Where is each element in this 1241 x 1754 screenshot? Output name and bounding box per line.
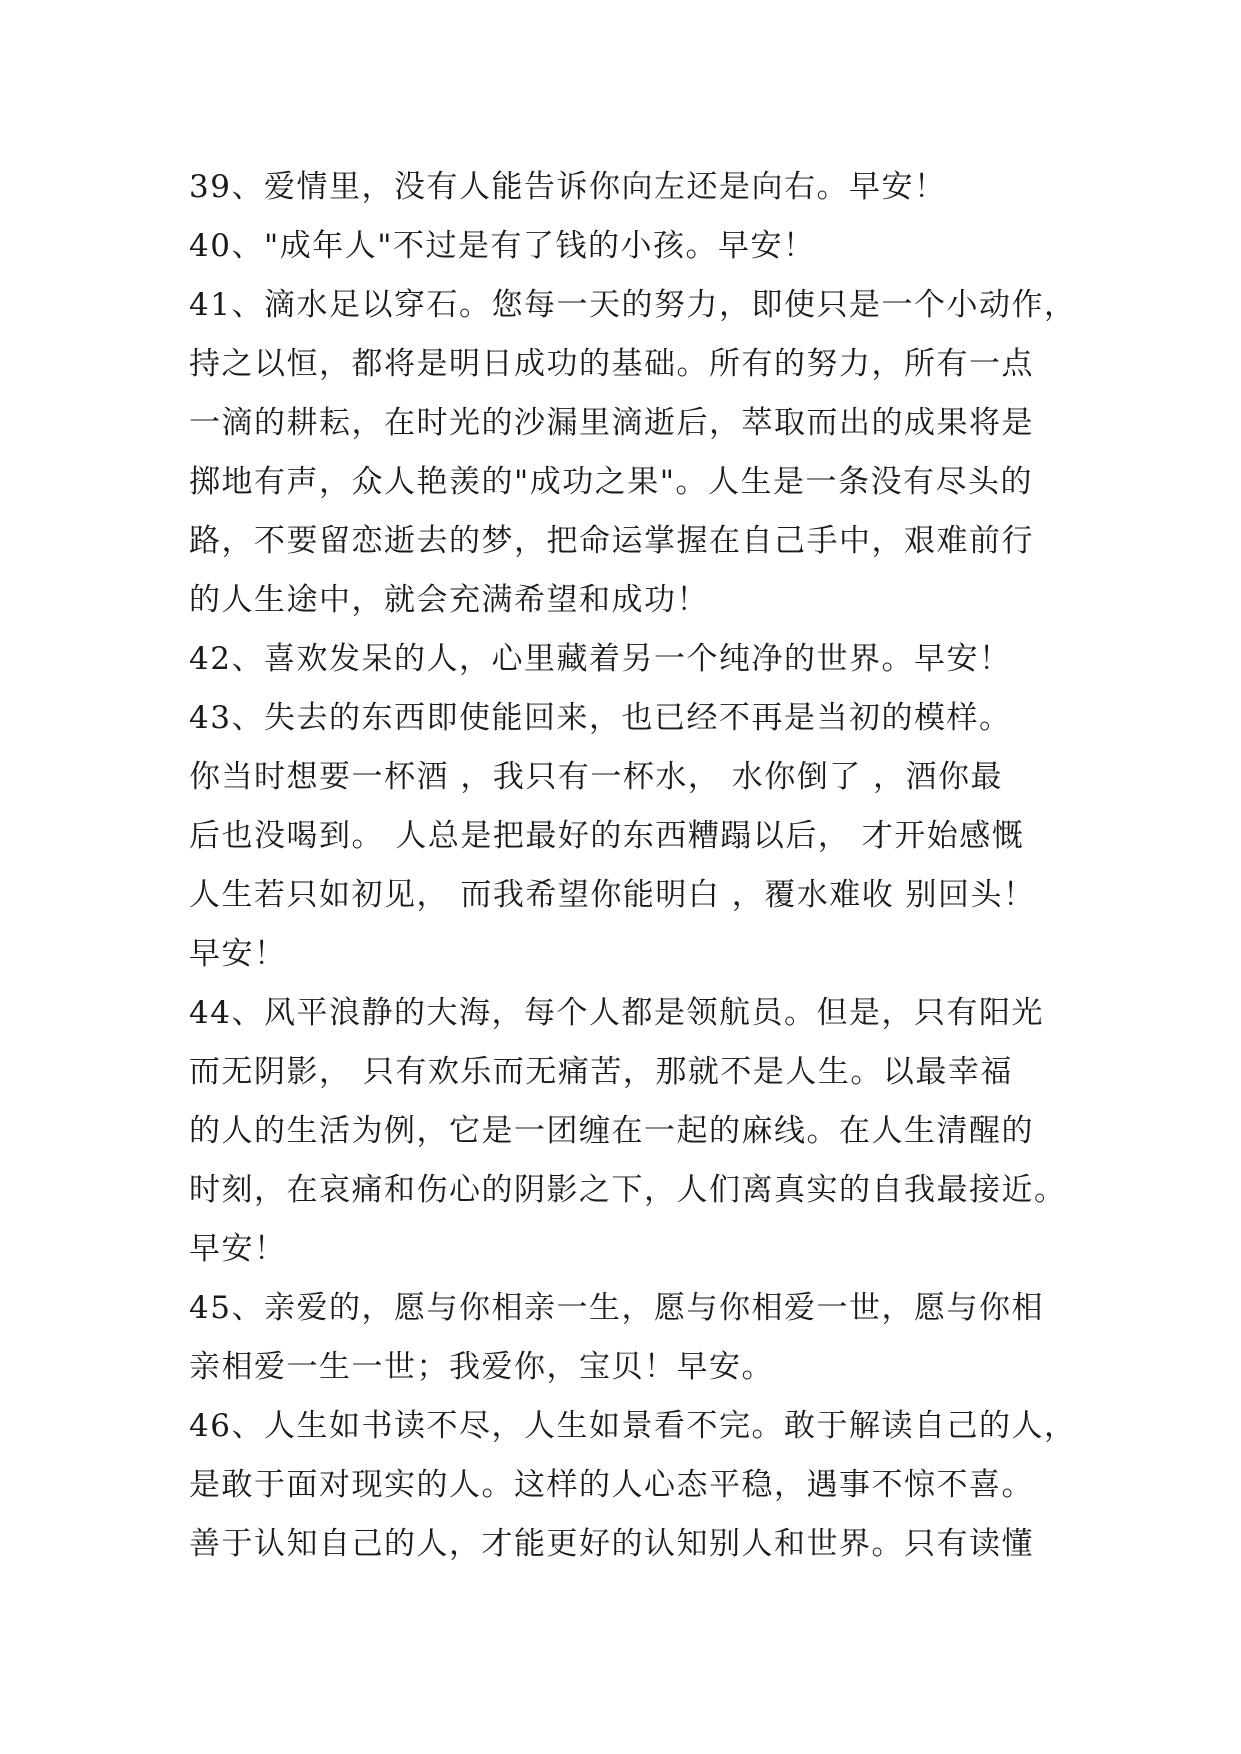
text-line: 早安！ <box>189 1231 287 1267</box>
text-line: 42、喜欢发呆的人，心里藏着另一个纯净的世界。早安！ <box>189 641 1012 677</box>
text-line: 持之以恒，都将是明日成功的基础。所有的努力，所有一点 <box>189 346 1034 382</box>
text-line: 的人生途中，就会充满希望和成功！ <box>189 582 709 618</box>
text-line: 路，不要留恋逝去的梦，把命运掌握在自己手中，艰难前行 <box>189 523 1034 559</box>
text-line: 掷地有声，众人艳羡的"成功之果"。人生是一条没有尽头的 <box>189 464 1034 500</box>
text-line: 而无阴影， 只有欢乐而无痛苦，那就不是人生。以最幸福 <box>189 1054 1013 1090</box>
text-line: 一滴的耕耘，在时光的沙漏里滴逝后，萃取而出的成果将是 <box>189 405 1034 441</box>
document-body <box>189 158 1077 1574</box>
text-line: 后也没喝到。 人总是把最好的东西糟蹋以后， 才开始感慨 <box>189 818 1025 854</box>
text-line: 亲相爱一生一世；我爱你，宝贝！早安。 <box>189 1349 774 1385</box>
text-line: 39、爱情里，没有人能告诉你向左还是向右。早安！ <box>189 169 947 205</box>
text-line: 46、人生如书读不尽，人生如景看不完。敢于解读自己的人， <box>189 1408 1077 1444</box>
text-line: 43、失去的东西即使能回来，也已经不再是当初的模样。 <box>189 700 1012 736</box>
text-line: 45、亲爱的，愿与你相亲一生，愿与你相爱一世，愿与你相 <box>189 1290 1044 1326</box>
text-line: 早安！ <box>189 936 287 972</box>
text-line: 你当时想要一杯酒 ，我只有一杯水， 水你倒了 ，酒你最 <box>189 759 1004 795</box>
text-line: 是敢于面对现实的人。这样的人心态平稳，遇事不惊不喜。 <box>189 1467 1034 1503</box>
text-line: 的人的生活为例，它是一团缠在一起的麻线。在人生清醒的 <box>189 1113 1034 1149</box>
text-line: 40、"成年人"不过是有了钱的小孩。早安！ <box>189 228 816 264</box>
text-line: 41、滴水足以穿石。您每一天的努力，即使只是一个小动作， <box>189 287 1077 323</box>
text-line: 时刻，在哀痛和伤心的阴影之下，人们离真实的自我最接近。 <box>189 1172 1067 1208</box>
text-line: 44、风平浪静的大海，每个人都是领航员。但是，只有阳光 <box>189 995 1044 1031</box>
text-line: 善于认知自己的人，才能更好的认知别人和世界。只有读懂 <box>189 1526 1034 1562</box>
text-line: 人生若只如初见， 而我希望你能明白 ，覆水难收 别回头！ <box>189 877 1036 913</box>
